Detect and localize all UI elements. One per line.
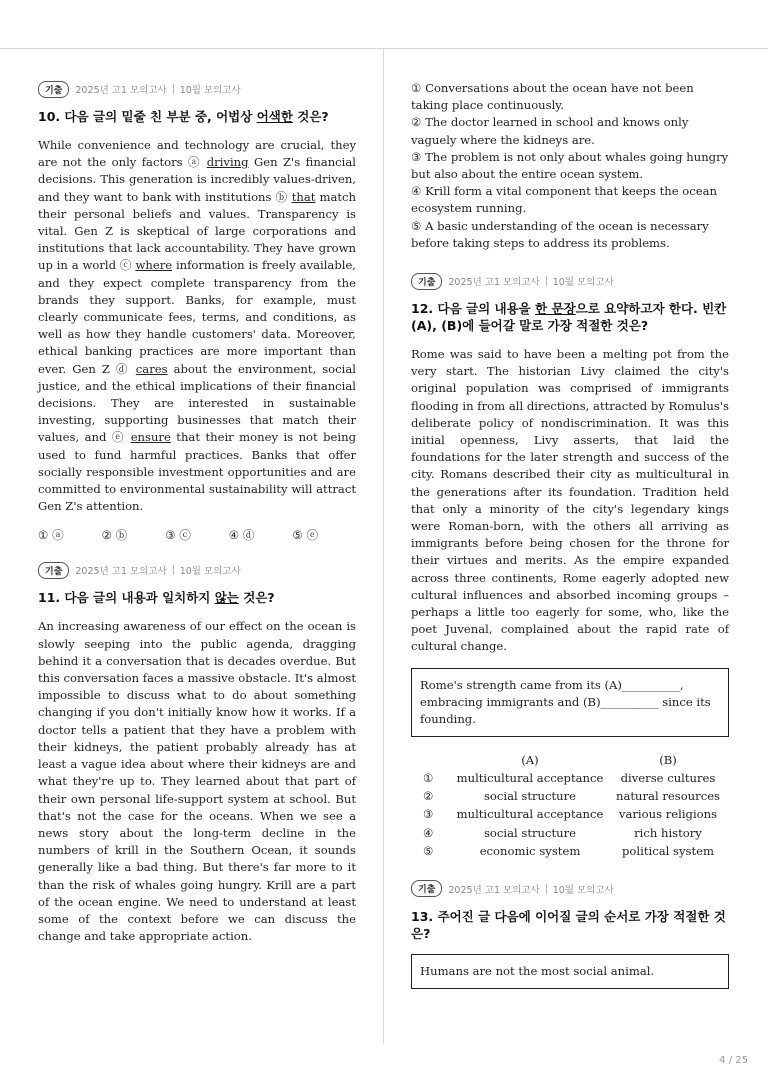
column-b-header: (B)	[659, 752, 677, 767]
exam-source: 2025년 고1 모의고사	[448, 884, 540, 896]
answer-choices	[38, 527, 356, 543]
table-row[interactable]: ① multicultural acceptance diverse cultures	[423, 770, 716, 785]
past-exam-badge: 기출	[38, 81, 69, 98]
exam-month: 10월 모의고사	[552, 884, 614, 896]
past-exam-badge: 기출	[411, 273, 442, 290]
question-12	[411, 272, 729, 860]
option-4[interactable]: ④ Krill form a vital component that keeps the ocean ecosystem running.	[411, 184, 717, 216]
answer-table	[411, 751, 729, 860]
question-title: 10. 다음 글의 밑줄 친 부분 중, 어법상 어색한 것은?	[38, 109, 329, 124]
option-1[interactable]: ① Conversations about the ocean have not been taking place continuously.	[411, 81, 694, 113]
table-row[interactable]: ⑤ economic system political system	[423, 843, 714, 858]
exam-month: 10월 모의고사	[179, 566, 241, 578]
choice-1[interactable]: ① ⓐ	[38, 528, 64, 543]
page-number: 4 / 25	[719, 1055, 748, 1066]
exam-month: 10월 모의고사	[179, 85, 241, 96]
passage: Rome was said to have been a melting pot from the very start. The historian Livy claimed the city's original population was comprised of immigrants flooding in from all directions, attracted by Romulus's deliberate policy of nondiscrimination. It was this initial openness, Livy asserts, that laid the foundations for the later strength and success of the city. Romans described their city as multicultural in the generations after its foundation. Tradition held that only a minority of the city's legendary kings were Roman-born, with the others all arriving as immigrants before being chosen for the throne for their virtues and merits. As the empire expanded across three continents, Rome eagerly adopted new cultural influences and absorbed incoming groups – perhaps a little too eagerly for some, who, like the poet Juvenal, complained about the rapid rate of cultural change.	[411, 347, 729, 654]
option-3[interactable]: ③ The problem is not only about whales going hungry but also about the entire ocean system.	[411, 149, 729, 182]
q11-options	[411, 80, 729, 252]
choice-4[interactable]: ④ ⓓ	[228, 528, 255, 543]
exam-source: 2025년 고1 모의고사	[448, 277, 540, 289]
question-10	[38, 80, 356, 543]
question-13	[411, 880, 729, 989]
table-row[interactable]: ④ social structure rich history	[423, 825, 702, 840]
past-exam-badge: 기출	[411, 880, 442, 897]
table-row[interactable]: ③ multicultural acceptance various religions	[423, 807, 718, 822]
question-meta	[411, 880, 729, 898]
choice-2[interactable]: ② ⓑ	[101, 528, 128, 543]
given-text-box: Humans are not the most social animal.	[411, 954, 729, 989]
column-a-header: (A)	[521, 752, 539, 767]
table-header	[411, 751, 729, 769]
summary-box: Rome's strength came from its (A)__________, embracing immigrants and (B)__________ since its founding.	[411, 668, 729, 737]
exam-source: 2025년 고1 모의고사	[75, 85, 167, 96]
question-title: 11. 다음 글의 내용과 일치하지 않는 것은?	[38, 590, 275, 606]
choice-5[interactable]: ⑤ ⓔ	[292, 528, 319, 543]
meta-separator	[173, 84, 174, 94]
passage: While convenience and technology are crucial, they are not the only factors ⓐ driving Gen Z's financial decisions. This generation is incredibly values-driven, and they want to bank with institutions ⓑ that match their personal beliefs and values. Transparency is vital. Gen Z is skeptical of large corporations and institutions that lack accountability. They have grown up in a world ⓒ where information is freely available, and they expect complete transparency from the brands they support. Banks, for example, must clearly communicate fees, terms, and conditions, as well as how they handle customers' data. Moreover, ethical banking practices are more important than ever. Gen Z ⓓ cares about the environment, social justice, and the ethical implications of their financial decisions. They are interested in sustainable investing, supporting businesses that match their values, and ⓔ ensure that their money is not being used to fund harmful practices. Banks that offer socially responsible investment opportunities and are committed to environmental sustainability will attract Gen Z's attention.	[38, 138, 357, 514]
choice-3[interactable]: ③ ⓒ	[165, 528, 191, 543]
left-column	[38, 80, 356, 945]
question-meta	[411, 272, 729, 290]
question-title: 13. 주어진 글 다음에 이어질 글의 순서로 가장 적절한 것은?	[411, 908, 726, 941]
exam-source: 2025년 고1 모의고사	[75, 566, 167, 578]
exam-month: 10월 모의고사	[552, 277, 614, 289]
question-11	[38, 561, 356, 945]
question-meta	[38, 80, 356, 98]
past-exam-badge: 기출	[38, 562, 69, 579]
option-2[interactable]: ② The doctor learned in school and knows only vaguely where the kidneys are.	[411, 115, 689, 147]
passage: An increasing awareness of our effect on the ocean is slowly seeping into the public agenda, dragging behind it a conversation that is decades overdue. But this conversation faces a massive obstacle. It's almost impossible to discuss what to do about something changing if you don't initially know how it works. If a doctor tells a patient that they have a problem with their kidneys, the patient probably already has at least a vague idea about where their kidneys are and what they're up to. They learned about that part of their own personal life-support system at school. But that's not the case for the oceans. When we see a news story about the long-term decline in the numbers of krill in the Southern Ocean, it sounds generally like a bad thing. But there's far more to it than the risk of whales going hungry. Krill are a part of the ocean engine. We need to understand at least some of the context before we can discuss the change and take appropriate action.	[38, 619, 356, 944]
table-row[interactable]: ② social structure natural resources	[423, 789, 720, 804]
meta-separator	[173, 565, 174, 575]
meta-separator	[546, 884, 547, 894]
header-rule	[0, 48, 768, 49]
option-5[interactable]: ⑤ A basic understanding of the ocean is necessary before taking steps to address its problems.	[411, 218, 709, 250]
right-column	[411, 80, 729, 989]
meta-separator	[546, 276, 547, 286]
question-meta	[38, 561, 356, 579]
question-title: 12. 다음 글의 내용을 한 문장으로 요약하고자 한다. 빈칸 (A), (B)에 들어갈 말로 가장 적절한 것은?	[411, 301, 727, 334]
column-divider	[383, 49, 384, 1044]
